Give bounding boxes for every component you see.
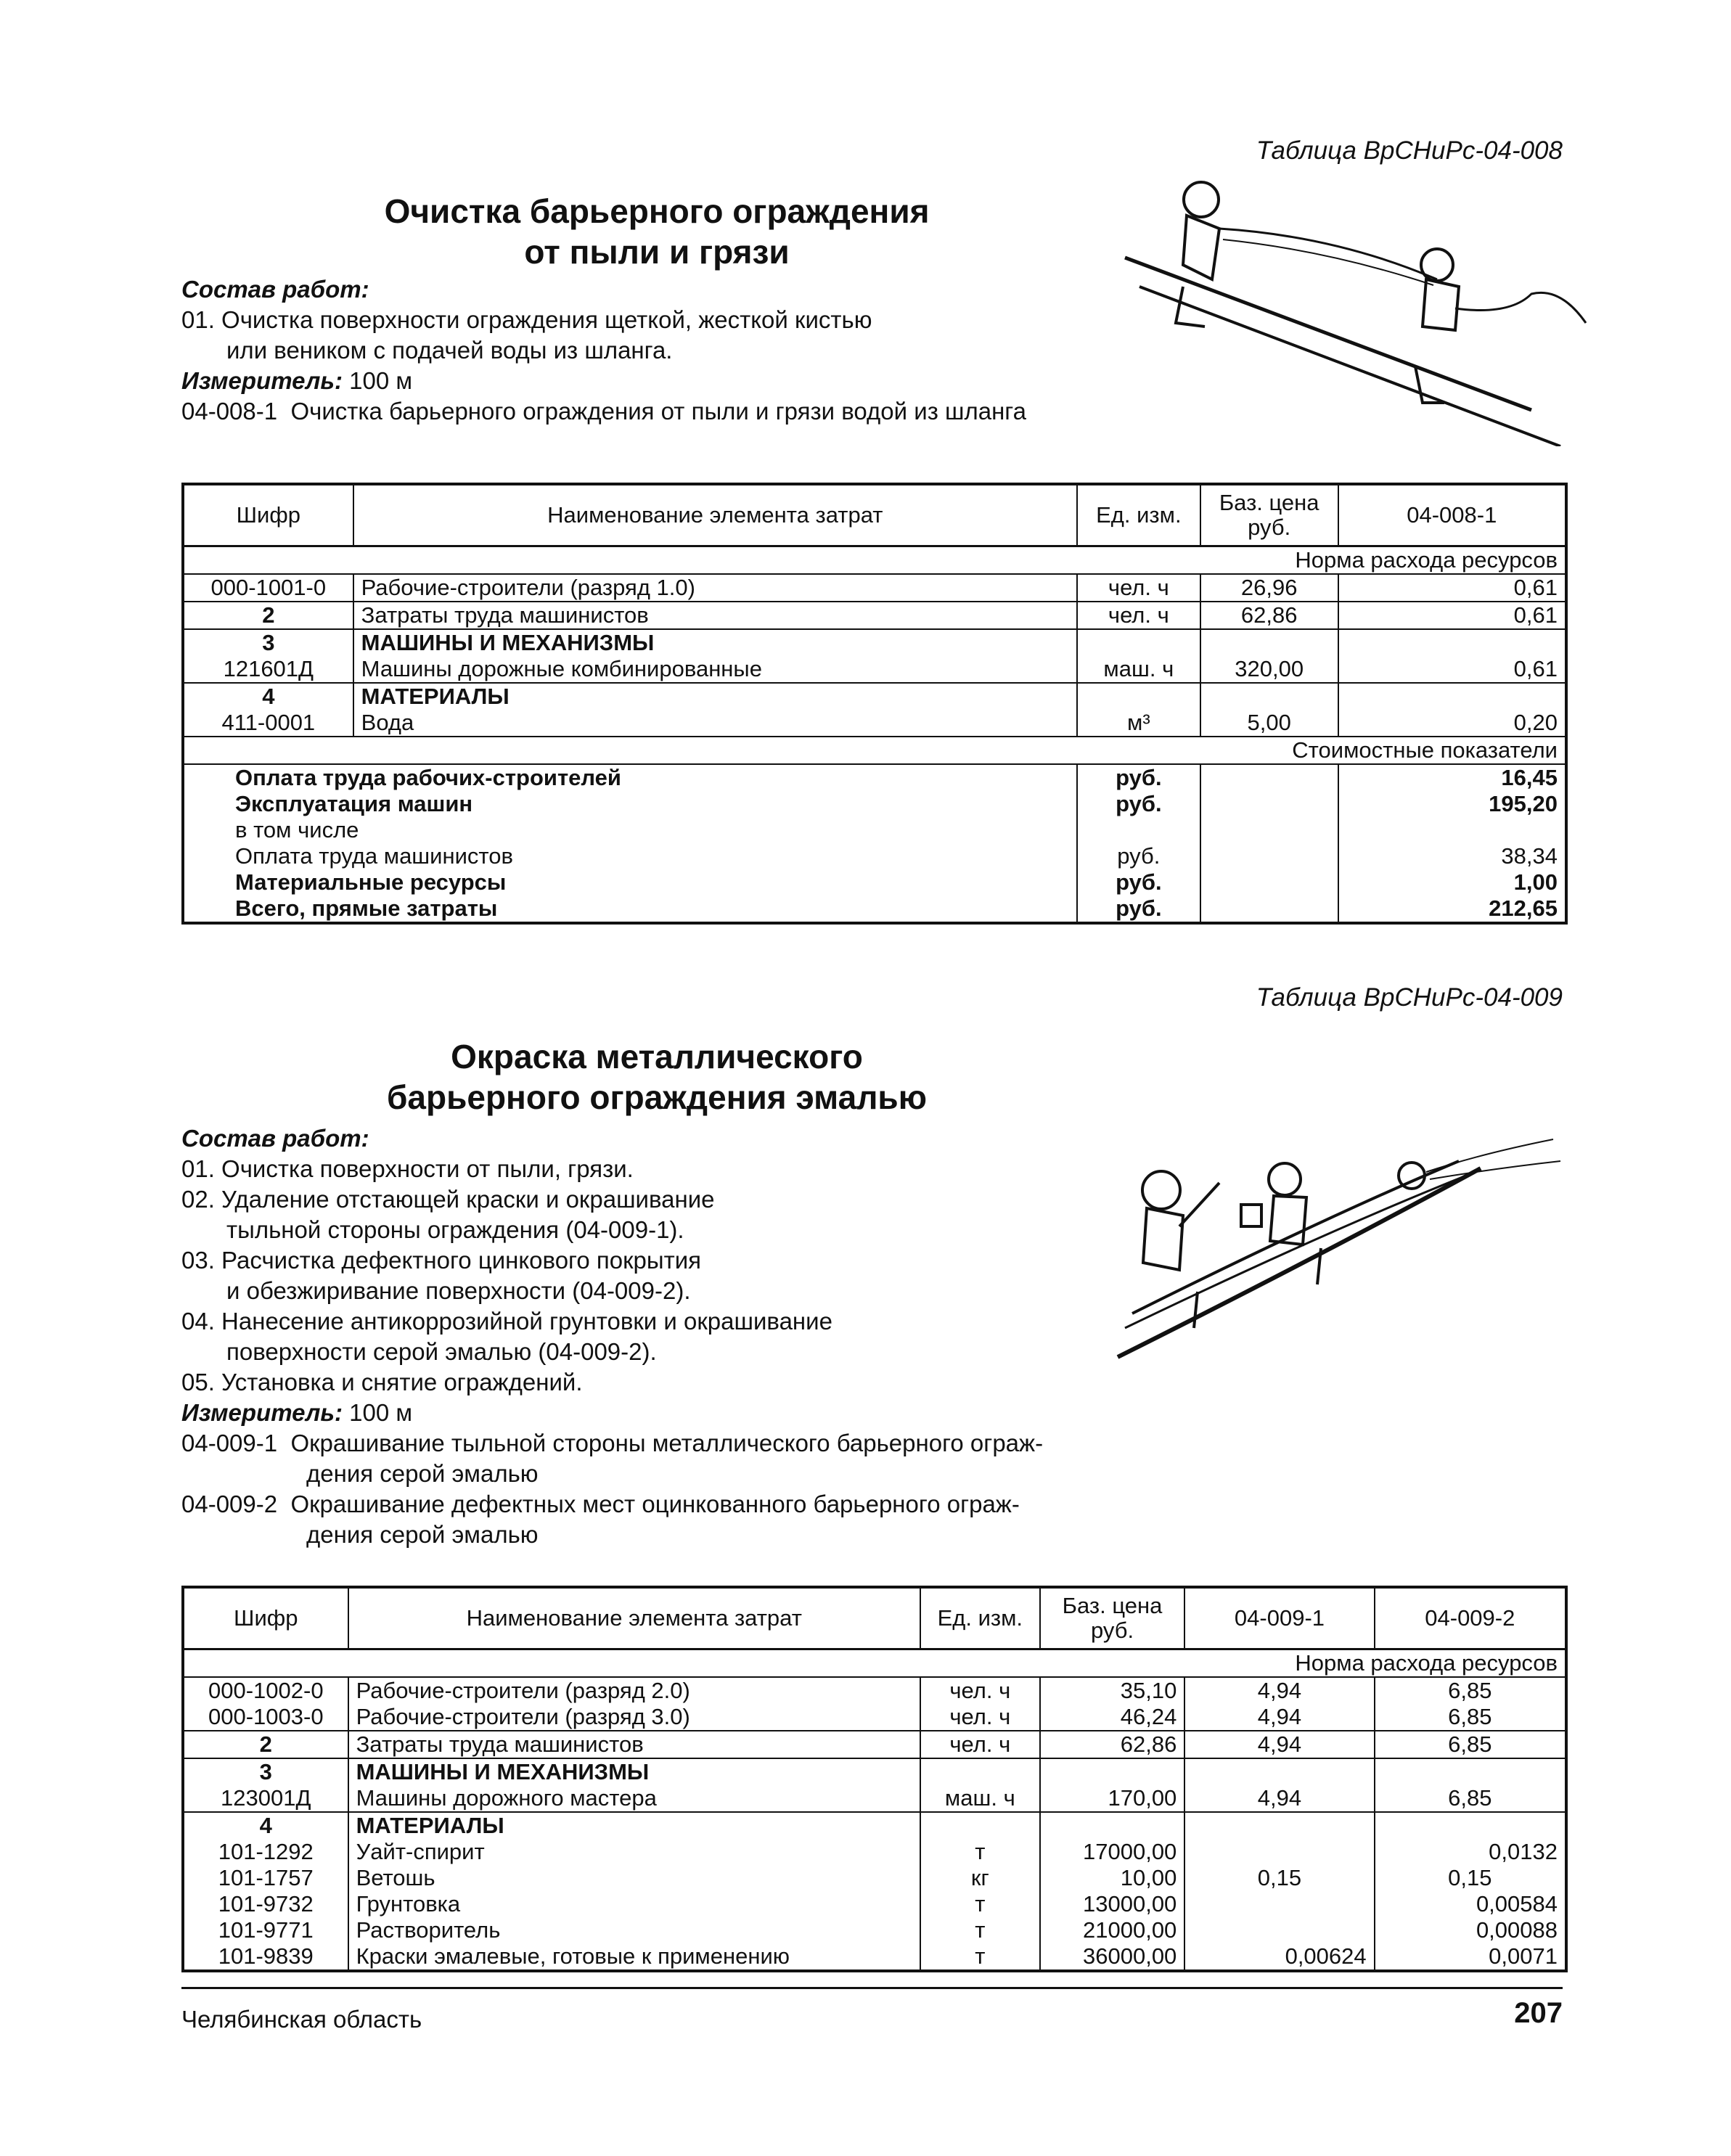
header-price: Баз. цена руб. bbox=[1200, 484, 1338, 546]
stoim-row bbox=[183, 737, 1566, 764]
code-line: 04-009-2 Окрашивание дефектных мест оцинкованного барьерного ограж- bbox=[181, 1491, 1020, 1517]
section-title-04-008 bbox=[218, 191, 1096, 272]
header-col-04-009-1: 04-009-1 bbox=[1184, 1587, 1374, 1649]
table-row: 121601Д Машины дорожные комбинированные маш. ч 320,00 0,61 bbox=[183, 656, 1566, 683]
cost-row: Оплата труда машинистов руб. 38,34 bbox=[183, 843, 1566, 869]
header-col-04-009-2: 04-009-2 bbox=[1375, 1587, 1566, 1649]
work-item-cont: поверхности серой эмалью (04-009-2). bbox=[226, 1338, 657, 1365]
norma-label: Норма расхода ресурсов bbox=[1184, 1649, 1566, 1678]
sostav-label: Состав работ: bbox=[181, 1125, 369, 1152]
stoim-label: Стоимостные показатели bbox=[1200, 737, 1566, 764]
table-row: 101-1757 Ветошь кг 10,00 0,15 0,15 bbox=[183, 1865, 1566, 1891]
footer-divider bbox=[181, 1987, 1563, 1989]
table-row: 000-1001-0 Рабочие-строители (разряд 1.0) чел. ч 26,96 0,61 bbox=[183, 574, 1566, 602]
sostav-block-04-009 bbox=[181, 1123, 1043, 1550]
table-row: 3 МАШИНЫ И МЕХАНИЗМЫ bbox=[183, 629, 1566, 656]
table-row: 101-9732 Грунтовка т 13000,00 0,00584 bbox=[183, 1891, 1566, 1917]
code-line: 04-009-1 Окрашивание тыльной стороны металлического барьерного ограж- bbox=[181, 1430, 1044, 1456]
cost-row: Эксплуатация машин руб. 195,20 bbox=[183, 791, 1566, 817]
table-row: 411-0001 Вода м³ 5,00 0,20 bbox=[183, 710, 1566, 737]
cost-row: Оплата труда рабочих-строителей руб. 16,45 bbox=[183, 764, 1566, 791]
work-item-cont: и обезжиривание поверхности (04-009-2). bbox=[226, 1277, 691, 1304]
work-item-cont: или веником с подачей воды из шланга. bbox=[226, 337, 673, 364]
code-line: 04-008-1 Очистка барьерного ограждения от пыли и грязи водой из шланга bbox=[181, 398, 1026, 425]
header-name: Наименование элемента затрат bbox=[353, 484, 1077, 546]
work-item: 01. Очистка поверхности от пыли, грязи. bbox=[181, 1155, 634, 1182]
workers-cleaning-illustration bbox=[1096, 171, 1597, 446]
norma-row bbox=[183, 546, 1566, 575]
header-shifr: Шифр bbox=[183, 1587, 348, 1649]
resources-table-04-009 bbox=[181, 1586, 1568, 1972]
header-col-04-008-1: 04-008-1 bbox=[1338, 484, 1566, 546]
table-row: 2 Затраты труда машинистов чел. ч 62,86 4,94 6,85 bbox=[183, 1731, 1566, 1758]
header-unit: Ед. изм. bbox=[1077, 484, 1200, 546]
title-line-2: от пыли и грязи bbox=[524, 233, 790, 271]
table-row: 101-9839 Краски эмалевые, готовые к применению т 36000,00 0,00624 0,0071 bbox=[183, 1943, 1566, 1971]
work-item: 04. Нанесение антикоррозийной грунтовки и окрашивание bbox=[181, 1308, 832, 1335]
code-line-cont: дения серой эмалью bbox=[306, 1521, 539, 1548]
sostav-label: Состав работ: bbox=[181, 276, 369, 303]
table-row: 000-1002-0 Рабочие-строители (разряд 2.0) чел. ч 35,10 4,94 6,85 bbox=[183, 1677, 1566, 1704]
code-line-cont: дения серой эмалью bbox=[306, 1460, 539, 1487]
izmeritel: Измеритель: 100 м bbox=[181, 1399, 413, 1426]
table-row: 4 МАТЕРИАЛЫ bbox=[183, 683, 1566, 710]
work-item: 01. Очистка поверхности ограждения щеткой, жесткой кистью bbox=[181, 306, 872, 333]
table-row: 3 МАШИНЫ И МЕХАНИЗМЫ bbox=[183, 1758, 1566, 1785]
table-header-row bbox=[183, 484, 1566, 546]
page-number: 207 bbox=[1514, 1997, 1563, 2029]
header-name: Наименование элемента затрат bbox=[348, 1587, 920, 1649]
table-row: 101-1292 Уайт-спирит т 17000,00 0,0132 bbox=[183, 1839, 1566, 1865]
title-line-1: Очистка барьерного ограждения bbox=[384, 192, 930, 230]
table-row: 2 Затраты труда машинистов чел. ч 62,86 0,61 bbox=[183, 602, 1566, 629]
cost-row: Материальные ресурсы руб. 1,00 bbox=[183, 869, 1566, 895]
section-title-04-009 bbox=[218, 1036, 1096, 1118]
table-ref-04-009: Таблица ВрСНиРс-04-009 bbox=[1256, 983, 1563, 1012]
header-unit: Ед. изм. bbox=[920, 1587, 1040, 1649]
resources-table-04-008 bbox=[181, 483, 1568, 925]
norma-label: Норма расхода ресурсов bbox=[1200, 546, 1566, 575]
cost-row: в том числе bbox=[183, 817, 1566, 843]
izmeritel: Измеритель: 100 м bbox=[181, 367, 413, 394]
footer-region: Челябинская область bbox=[181, 2006, 422, 2033]
title-line-1: Окраска металлического bbox=[451, 1038, 863, 1075]
table-ref-04-008: Таблица ВрСНиРс-04-008 bbox=[1256, 136, 1563, 165]
table-row: 101-9771 Растворитель т 21000,00 0,00088 bbox=[183, 1917, 1566, 1943]
header-shifr: Шифр bbox=[183, 484, 353, 546]
work-item: 03. Расчистка дефектного цинкового покрытия bbox=[181, 1247, 702, 1274]
work-item: 05. Установка и снятие ограждений. bbox=[181, 1369, 583, 1395]
norma-row bbox=[183, 1649, 1566, 1678]
workers-painting-illustration bbox=[1103, 1110, 1597, 1372]
table-row: 000-1003-0 Рабочие-строители (разряд 3.0) чел. ч 46,24 4,94 6,85 bbox=[183, 1704, 1566, 1731]
sostav-block-04-008 bbox=[181, 274, 1026, 427]
work-item: 02. Удаление отстающей краски и окрашивание bbox=[181, 1186, 715, 1213]
title-line-2: барьерного ограждения эмалью bbox=[387, 1078, 927, 1116]
table-row: 4 МАТЕРИАЛЫ bbox=[183, 1812, 1566, 1839]
header-price: Баз. цена руб. bbox=[1040, 1587, 1185, 1649]
work-item-cont: тыльной стороны ограждения (04-009-1). bbox=[226, 1216, 684, 1243]
table-header-row bbox=[183, 1587, 1566, 1649]
table-row: 123001Д Машины дорожного мастера маш. ч 170,00 4,94 6,85 bbox=[183, 1785, 1566, 1812]
cost-row: Всего, прямые затраты руб. 212,65 bbox=[183, 895, 1566, 923]
